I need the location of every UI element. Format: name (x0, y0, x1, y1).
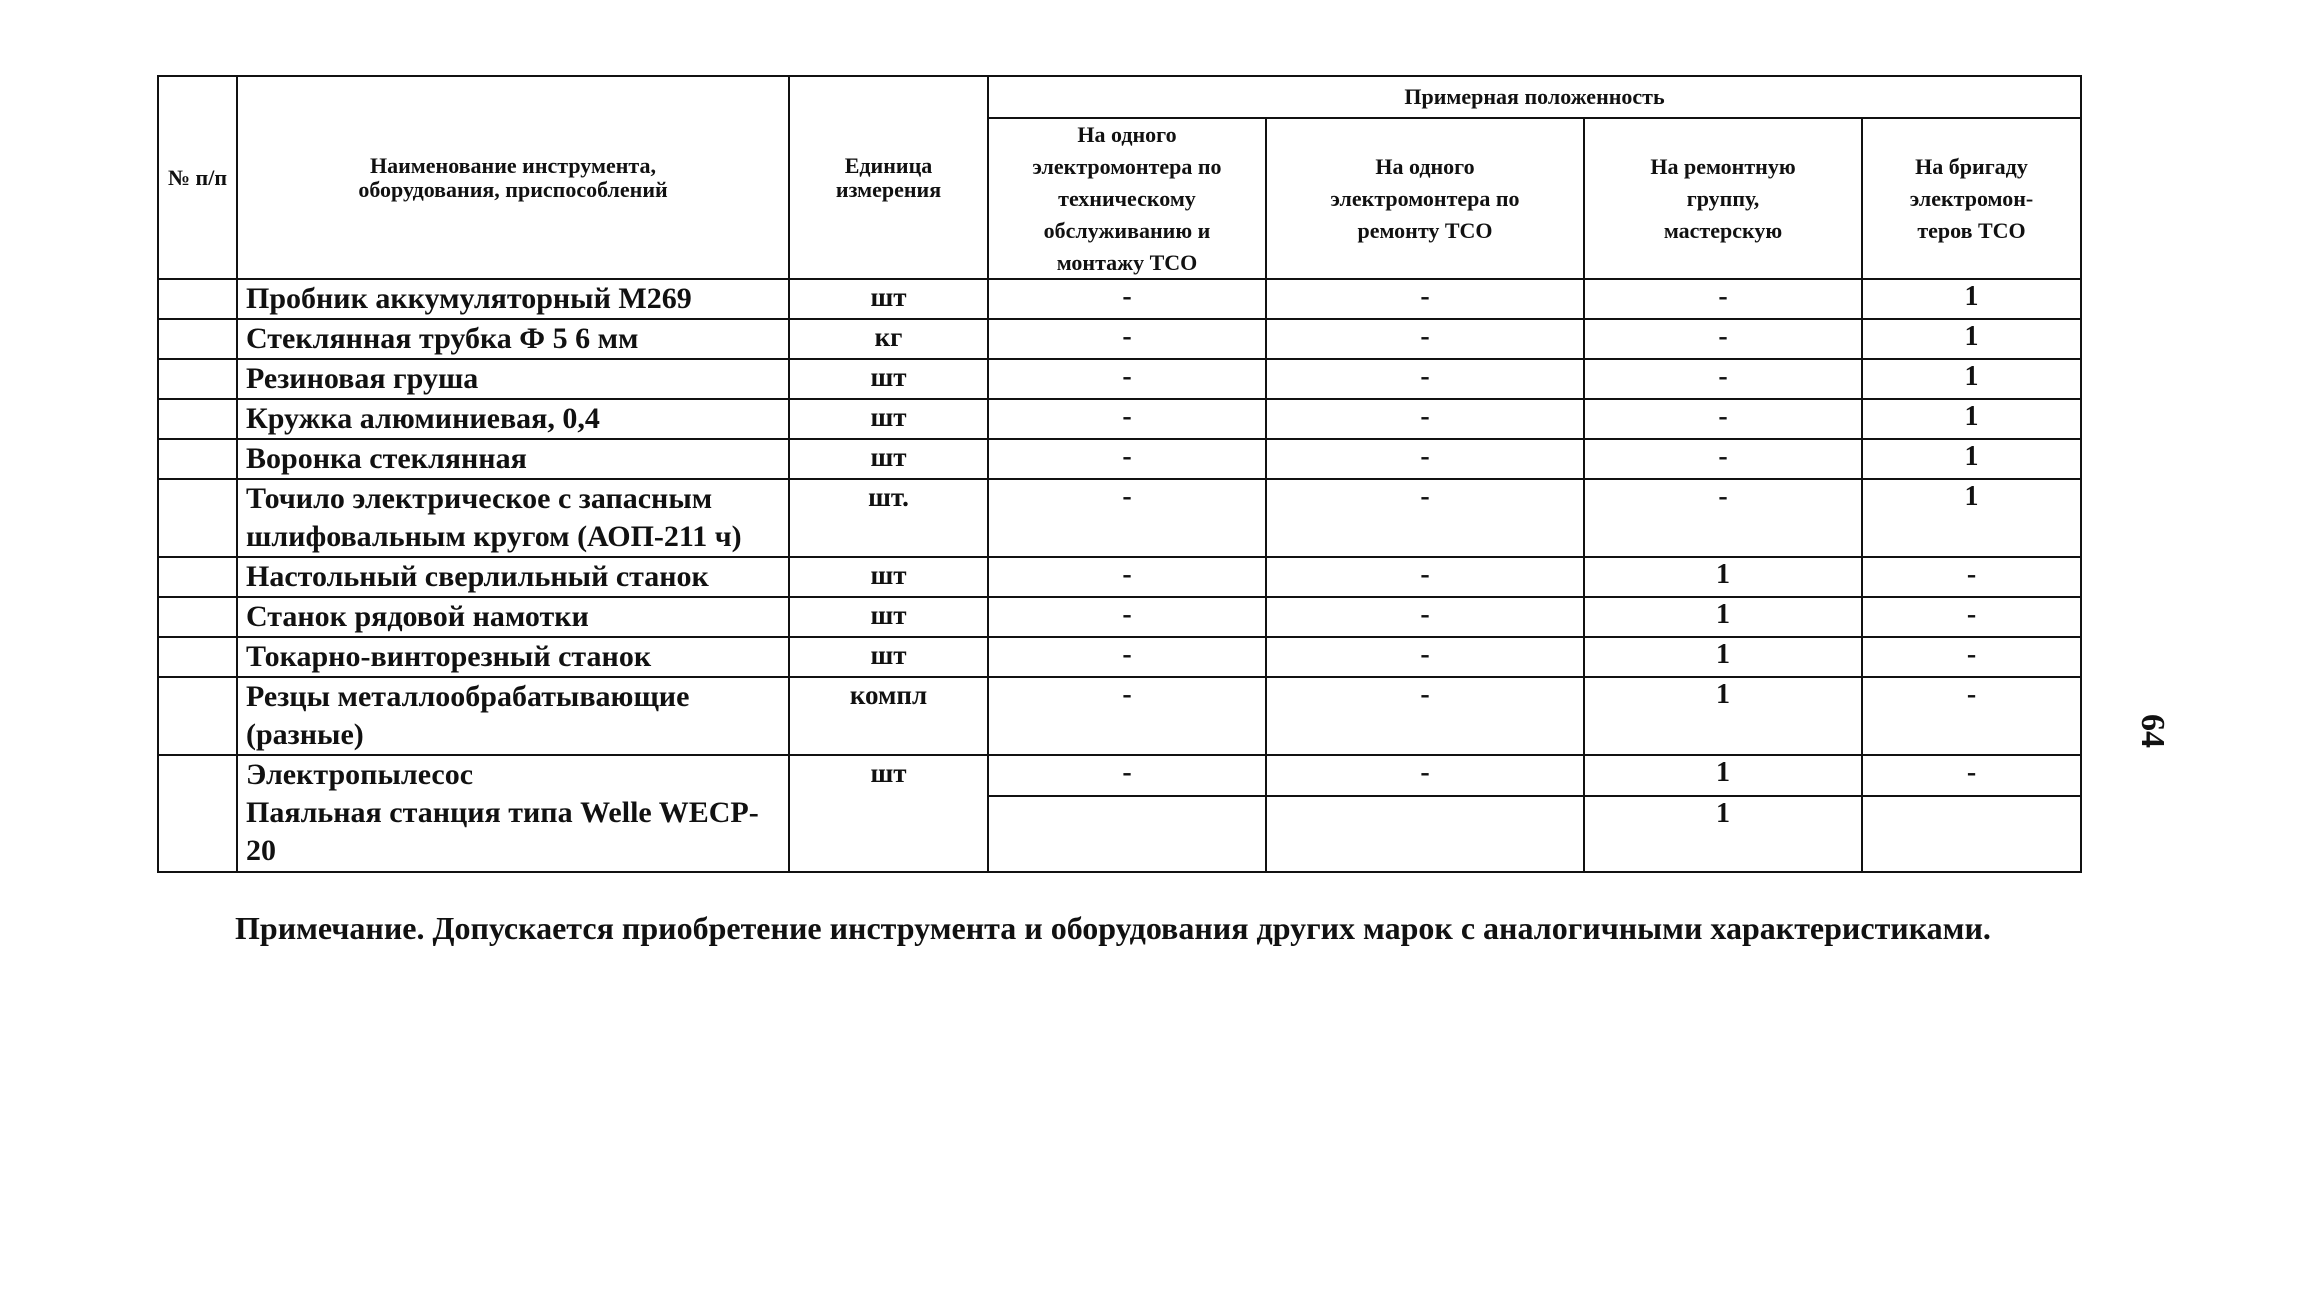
item-name: Точило электрическое с запасным шлифовальным кругом (АОП-211 ч) (237, 479, 789, 557)
table-row (158, 597, 2081, 637)
item-name: Станок рядовой намотки (237, 597, 789, 637)
table-row (158, 319, 2081, 359)
item-name: Резцы металлообрабатывающие (разные) (237, 677, 789, 755)
item-quantity: 1 (1584, 755, 1862, 796)
item-quantity: 1 (1862, 479, 2081, 557)
row-number (158, 359, 237, 399)
item-unit: шт (789, 557, 988, 597)
item-quantity: - (1862, 557, 2081, 597)
row-number (158, 597, 237, 637)
item-unit: шт (789, 439, 988, 479)
table-row (158, 677, 2081, 755)
item-quantity: - (988, 399, 1266, 439)
item-quantity: 1 (1862, 399, 2081, 439)
item-quantity: - (1584, 439, 1862, 479)
item-quantity: - (988, 677, 1266, 755)
row-number (158, 279, 237, 319)
row-number (158, 399, 237, 439)
item-name: Токарно-винторезный станок (237, 637, 789, 677)
item-quantity: - (1266, 677, 1584, 755)
item-quantity: - (1584, 319, 1862, 359)
item-quantity: - (988, 439, 1266, 479)
row-number (158, 755, 237, 872)
item-unit: шт (789, 279, 988, 319)
item-quantity: 1 (1862, 279, 2081, 319)
item-quantity: - (1584, 479, 1862, 557)
header-name: Наименование инструмента, оборудования, приспособлений (237, 76, 789, 279)
item-quantity: - (1266, 557, 1584, 597)
item-quantity: - (1266, 399, 1584, 439)
item-quantity: - (988, 319, 1266, 359)
item-quantity: - (988, 557, 1266, 597)
table-row (158, 755, 2081, 796)
item-quantity: 1 (1862, 439, 2081, 479)
item-quantity: - (988, 597, 1266, 637)
row-number (158, 319, 237, 359)
item-quantity: - (1266, 637, 1584, 677)
item-name: Пробник аккумуляторный М269 (237, 279, 789, 319)
row-number (158, 557, 237, 597)
item-quantity: 1 (1584, 637, 1862, 677)
item-quantity: - (988, 637, 1266, 677)
table-row (158, 637, 2081, 677)
item-quantity (1862, 796, 2081, 872)
item-name: Резиновая груша (237, 359, 789, 399)
equipment-table (157, 75, 2082, 873)
item-quantity: - (988, 479, 1266, 557)
item-unit: шт (789, 359, 988, 399)
item-name-group (237, 755, 789, 872)
item-name: Настольный сверлильный станок (237, 557, 789, 597)
row-number (158, 637, 237, 677)
header-group: Примерная положенность (988, 76, 2081, 118)
table-row (158, 479, 2081, 557)
item-quantity: - (1266, 597, 1584, 637)
item-quantity: - (1584, 279, 1862, 319)
header-number: № п/п (158, 76, 237, 279)
item-name: Электропылесос (246, 758, 474, 792)
page-number: 64 (2134, 714, 2171, 748)
item-unit: кг (789, 319, 988, 359)
item-name: Кружка алюминиевая, 0,4 (237, 399, 789, 439)
item-quantity: - (988, 755, 1266, 796)
item-quantity: - (1584, 359, 1862, 399)
item-name: Стеклянная трубка Ф 5 6 мм (237, 319, 789, 359)
table-row (158, 439, 2081, 479)
header-col-brigade: На бригаду электромон-теров ТСО (1862, 118, 2081, 279)
item-quantity (1266, 796, 1584, 872)
item-unit: шт (789, 597, 988, 637)
item-quantity: 1 (1862, 319, 2081, 359)
header-unit: Единица измерения (789, 76, 988, 279)
row-number (158, 677, 237, 755)
item-quantity: - (1266, 319, 1584, 359)
item-quantity: - (1584, 399, 1862, 439)
item-quantity: - (1266, 479, 1584, 557)
item-quantity: - (1266, 359, 1584, 399)
item-quantity (988, 796, 1266, 872)
item-quantity: 1 (1584, 677, 1862, 755)
item-quantity: 1 (1862, 359, 2081, 399)
item-quantity: - (1266, 439, 1584, 479)
table-row (158, 359, 2081, 399)
item-quantity: - (1266, 279, 1584, 319)
item-quantity: - (1862, 597, 2081, 637)
item-quantity: - (988, 279, 1266, 319)
header-col-maintenance: На одного электромонтера по техническому обслуживанию и монтажу ТСО (988, 118, 1266, 279)
item-name: Воронка стеклянная (237, 439, 789, 479)
row-number (158, 479, 237, 557)
item-unit: компл (789, 677, 988, 755)
item-quantity: 1 (1584, 796, 1862, 872)
item-quantity: 1 (1584, 557, 1862, 597)
header-col-repair: На одного электромонтера по ремонту ТСО (1266, 118, 1584, 279)
item-unit: шт (789, 399, 988, 439)
table-row (158, 399, 2081, 439)
item-quantity: - (1862, 755, 2081, 796)
item-unit: шт (789, 637, 988, 677)
item-quantity: 1 (1584, 597, 1862, 637)
item-name: Паяльная станция типа Welle WECP-20 (246, 796, 759, 868)
item-quantity: - (1862, 637, 2081, 677)
table-row (158, 557, 2081, 597)
row-number (158, 439, 237, 479)
item-unit: шт. (789, 479, 988, 557)
item-quantity: - (1862, 677, 2081, 755)
item-unit: шт (789, 755, 988, 872)
footnote: Примечание. Допускается приобретение инструмента и оборудования других марок с аналогичными характеристиками. (235, 910, 1991, 946)
header-col-workshop: На ремонтную группу, мастерскую (1584, 118, 1862, 279)
table-row (158, 279, 2081, 319)
item-quantity: - (988, 359, 1266, 399)
item-quantity: - (1266, 755, 1584, 796)
